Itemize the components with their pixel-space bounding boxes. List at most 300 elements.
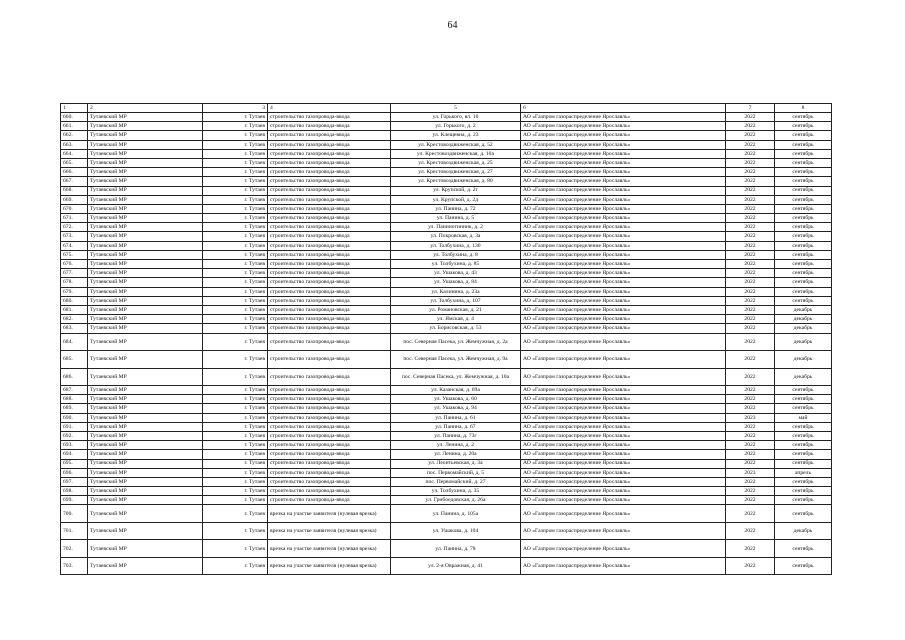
year-cell: 2022 (726, 422, 775, 431)
work-type-cell: врезка на участке заявителя (нулевая врезка) (268, 557, 391, 575)
work-type-cell: строительство газопровода-ввода (268, 250, 391, 259)
month-cell: сентябрь (775, 441, 832, 450)
city-cell: г. Тутаев (203, 186, 268, 195)
district-cell: Тутаевский МР (88, 487, 203, 496)
city-cell: г. Тутаев (203, 441, 268, 450)
work-type-cell: строительство газопровода-ввода (268, 223, 391, 232)
month-cell: сентябрь (775, 140, 832, 149)
district-cell: Тутаевский МР (88, 333, 203, 351)
district-cell: Тутаевский МР (88, 368, 203, 386)
row-number: 683. (61, 324, 88, 333)
table-header-row (61, 104, 832, 113)
city-cell: г. Тутаев (203, 496, 268, 505)
organization-cell: АО «Газпром газораспределение Ярославль» (521, 368, 726, 386)
month-cell: сентябрь (775, 204, 832, 213)
district-cell: Тутаевский МР (88, 149, 203, 158)
work-type-cell: строительство газопровода-ввода (268, 351, 391, 369)
year-cell: 2022 (726, 269, 775, 278)
work-type-cell: строительство газопровода-ввода (268, 368, 391, 386)
month-cell: сентябрь (775, 223, 832, 232)
year-cell: 2022 (726, 333, 775, 351)
row-number: 698. (61, 487, 88, 496)
district-cell: Тутаевский МР (88, 223, 203, 232)
year-cell: 2022 (726, 522, 775, 540)
work-type-cell: врезка на участке заявителя (нулевая врезка) (268, 522, 391, 540)
district-cell: Тутаевский МР (88, 496, 203, 505)
address-cell: ул. Ушакова, д. 84 (391, 278, 521, 287)
city-cell: г. Тутаев (203, 269, 268, 278)
address-cell: ул. Ямская, д. 4 (391, 315, 521, 324)
table-row (61, 477, 832, 486)
district-cell: Тутаевский МР (88, 131, 203, 140)
city-cell: г. Тутаев (203, 315, 268, 324)
city-cell: г. Тутаев (203, 468, 268, 477)
work-type-cell: строительство газопровода-ввода (268, 324, 391, 333)
address-cell: ул. Крестовоздвиженская, д. 80 (391, 177, 521, 186)
district-cell: Тутаевский МР (88, 140, 203, 149)
city-cell: г. Тутаев (203, 487, 268, 496)
city-cell: г. Тутаев (203, 122, 268, 131)
organization-cell: АО «Газпром газораспределение Ярославль» (521, 131, 726, 140)
work-type-cell: строительство газопровода-ввода (268, 477, 391, 486)
year-cell: 2022 (726, 386, 775, 395)
header-col-6: 6 (521, 104, 726, 113)
work-type-cell: строительство газопровода-ввода (268, 450, 391, 459)
organization-cell: АО «Газпром газораспределение Ярославль» (521, 540, 726, 558)
table-row (61, 505, 832, 523)
address-cell: ул. Грибоедовская, д. 26а (391, 496, 521, 505)
year-cell: 2022 (726, 368, 775, 386)
table-row (61, 305, 832, 314)
month-cell: сентябрь (775, 232, 832, 241)
work-type-cell: строительство газопровода-ввода (268, 333, 391, 351)
organization-cell: АО «Газпром газораспределение Ярославль» (521, 214, 726, 223)
district-cell: Тутаевский МР (88, 395, 203, 404)
organization-cell: АО «Газпром газораспределение Ярославль» (521, 158, 726, 167)
address-cell: ул. Горького, д. 2 (391, 122, 521, 131)
organization-cell: АО «Газпром газораспределение Ярославль» (521, 351, 726, 369)
month-cell: сентябрь (775, 450, 832, 459)
row-number: 687. (61, 386, 88, 395)
city-cell: г. Тутаев (203, 505, 268, 523)
row-number: 686. (61, 368, 88, 386)
city-cell: г. Тутаев (203, 287, 268, 296)
table-row (61, 241, 832, 250)
month-cell: сентябрь (775, 386, 832, 395)
table-row (61, 351, 832, 369)
district-cell: Тутаевский МР (88, 296, 203, 305)
table-row (61, 131, 832, 140)
work-type-cell: строительство газопровода-ввода (268, 305, 391, 314)
district-cell: Тутаевский МР (88, 422, 203, 431)
organization-cell: АО «Газпром газораспределение Ярославль» (521, 305, 726, 314)
address-cell: ул. Ленина, д. 20а (391, 450, 521, 459)
district-cell: Тутаевский МР (88, 404, 203, 413)
month-cell: сентябрь (775, 177, 832, 186)
district-cell: Тутаевский МР (88, 468, 203, 477)
table-row (61, 386, 832, 395)
year-cell: 2022 (726, 177, 775, 186)
month-cell: декабрь (775, 522, 832, 540)
organization-cell: АО «Газпром газораспределение Ярославль» (521, 505, 726, 523)
organization-cell: АО «Газпром газораспределение Ярославль» (521, 333, 726, 351)
address-cell: ул. Крупской, д. 2г (391, 186, 521, 195)
year-cell: 2022 (726, 296, 775, 305)
city-cell: г. Тутаев (203, 413, 268, 422)
district-cell: Тутаевский МР (88, 505, 203, 523)
address-cell: ул. Крупской, д. 2д (391, 195, 521, 204)
table-row (61, 149, 832, 158)
district-cell: Тутаевский МР (88, 260, 203, 269)
organization-cell: АО «Газпром газораспределение Ярославль» (521, 195, 726, 204)
work-type-cell: строительство газопровода-ввода (268, 413, 391, 422)
city-cell: г. Тутаев (203, 223, 268, 232)
work-type-cell: строительство газопровода-ввода (268, 278, 391, 287)
district-cell: Тутаевский МР (88, 287, 203, 296)
organization-cell: АО «Газпром газораспределение Ярославль» (521, 477, 726, 486)
month-cell: сентябрь (775, 287, 832, 296)
organization-cell: АО «Газпром газораспределение Ярославль» (521, 241, 726, 250)
district-cell: Тутаевский МР (88, 250, 203, 259)
work-type-cell: строительство газопровода-ввода (268, 214, 391, 223)
district-cell: Тутаевский МР (88, 232, 203, 241)
organization-cell: АО «Газпром газораспределение Ярославль» (521, 250, 726, 259)
table-row (61, 250, 832, 259)
year-cell: 2022 (726, 540, 775, 558)
work-type-cell: строительство газопровода-ввода (268, 186, 391, 195)
address-cell: ул. Панина, д. 67 (391, 422, 521, 431)
work-type-cell: строительство газопровода-ввода (268, 140, 391, 149)
organization-cell: АО «Газпром газораспределение Ярославль» (521, 168, 726, 177)
organization-cell: АО «Газпром газораспределение Ярославль» (521, 186, 726, 195)
organization-cell: АО «Газпром газораспределение Ярославль» (521, 278, 726, 287)
year-cell: 2022 (726, 131, 775, 140)
city-cell: г. Тутаев (203, 140, 268, 149)
table-row (61, 296, 832, 305)
district-cell: Тутаевский МР (88, 278, 203, 287)
table-row (61, 287, 832, 296)
organization-cell: АО «Газпром газораспределение Ярославль» (521, 324, 726, 333)
address-cell: пос. Северная Пасека, ул. Жемчужная, д. 9а (391, 351, 521, 369)
city-cell: г. Тутаев (203, 557, 268, 575)
month-cell: май (775, 413, 832, 422)
row-number: 681. (61, 305, 88, 314)
month-cell: сентябрь (775, 404, 832, 413)
row-number: 692. (61, 431, 88, 440)
year-cell: 2022 (726, 214, 775, 223)
row-number: 660. (61, 113, 88, 122)
address-cell: ул. Казанская, д. 69а (391, 386, 521, 395)
district-cell: Тутаевский МР (88, 315, 203, 324)
organization-cell: АО «Газпром газораспределение Ярославль» (521, 315, 726, 324)
work-type-cell: врезка на участке заявителя (нулевая врезка) (268, 540, 391, 558)
year-cell: 2022 (726, 204, 775, 213)
district-cell: Тутаевский МР (88, 450, 203, 459)
address-cell: ул. Панина, д. 78 (391, 540, 521, 558)
organization-cell: АО «Газпром газораспределение Ярославль» (521, 223, 726, 232)
address-cell: ул. Ленина, д. 2 (391, 441, 521, 450)
city-cell: г. Тутаев (203, 214, 268, 223)
district-cell: Тутаевский МР (88, 195, 203, 204)
row-number: 700. (61, 505, 88, 523)
organization-cell: АО «Газпром газораспределение Ярославль» (521, 122, 726, 131)
city-cell: г. Тутаев (203, 296, 268, 305)
organization-cell: АО «Газпром газораспределение Ярославль» (521, 413, 726, 422)
district-cell: Тутаевский МР (88, 540, 203, 558)
year-cell: 2022 (726, 324, 775, 333)
month-cell: сентябрь (775, 214, 832, 223)
organization-cell: АО «Газпром газораспределение Ярославль» (521, 487, 726, 496)
table-row (61, 204, 832, 213)
address-cell: ул. Панина, д. 105а (391, 505, 521, 523)
district-cell: Тутаевский МР (88, 459, 203, 468)
month-cell: декабрь (775, 324, 832, 333)
row-number: 662. (61, 131, 88, 140)
work-type-cell: строительство газопровода-ввода (268, 287, 391, 296)
district-cell: Тутаевский МР (88, 305, 203, 314)
organization-cell: АО «Газпром газораспределение Ярославль» (521, 422, 726, 431)
month-cell: сентябрь (775, 496, 832, 505)
organization-cell: АО «Газпром газораспределение Ярославль» (521, 557, 726, 575)
month-cell: сентябрь (775, 122, 832, 131)
table-row (61, 122, 832, 131)
year-cell: 2022 (726, 287, 775, 296)
year-cell: 2022 (726, 305, 775, 314)
city-cell: г. Тутаев (203, 324, 268, 333)
row-number: 695. (61, 459, 88, 468)
month-cell: декабрь (775, 315, 832, 324)
city-cell: г. Тутаев (203, 250, 268, 259)
organization-cell: АО «Газпром газораспределение Ярославль» (521, 269, 726, 278)
work-type-cell: строительство газопровода-ввода (268, 122, 391, 131)
city-cell: г. Тутаев (203, 450, 268, 459)
work-type-cell: строительство газопровода-ввода (268, 232, 391, 241)
row-number: 666. (61, 168, 88, 177)
year-cell: 2022 (726, 278, 775, 287)
address-cell: ул. Ушакова, д. 43 (391, 269, 521, 278)
address-cell: ул. Толбухина, д. 107 (391, 296, 521, 305)
work-type-cell: строительство газопровода-ввода (268, 168, 391, 177)
table-row (61, 459, 832, 468)
district-cell: Тутаевский МР (88, 241, 203, 250)
work-type-cell: строительство газопровода-ввода (268, 158, 391, 167)
year-cell: 2022 (726, 450, 775, 459)
year-cell: 2022 (726, 232, 775, 241)
row-number: 691. (61, 422, 88, 431)
table-row (61, 158, 832, 167)
organization-cell: АО «Газпром газораспределение Ярославль» (521, 431, 726, 440)
year-cell: 2022 (726, 477, 775, 486)
month-cell: сентябрь (775, 395, 832, 404)
district-cell: Тутаевский МР (88, 158, 203, 167)
district-cell: Тутаевский МР (88, 557, 203, 575)
city-cell: г. Тутаев (203, 158, 268, 167)
row-number: 673. (61, 232, 88, 241)
year-cell: 2022 (726, 496, 775, 505)
row-number: 693. (61, 441, 88, 450)
work-type-cell: строительство газопровода-ввода (268, 468, 391, 477)
city-cell: г. Тутаев (203, 522, 268, 540)
header-col-4: 4 (268, 104, 391, 113)
month-cell: декабрь (775, 333, 832, 351)
district-cell: Тутаевский МР (88, 413, 203, 422)
month-cell: сентябрь (775, 296, 832, 305)
organization-cell: АО «Газпром газораспределение Ярославль» (521, 204, 726, 213)
organization-cell: АО «Газпром газораспределение Ярославль» (521, 149, 726, 158)
page-number: 64 (447, 20, 458, 31)
organization-cell: АО «Газпром газораспределение Ярославль» (521, 260, 726, 269)
month-cell: сентябрь (775, 487, 832, 496)
city-cell: г. Тутаев (203, 422, 268, 431)
work-type-cell: строительство газопровода-ввода (268, 315, 391, 324)
table-row (61, 223, 832, 232)
row-number: 694. (61, 450, 88, 459)
table-row (61, 487, 832, 496)
table-row (61, 468, 832, 477)
address-cell: ул. Толбухина, д. 85 (391, 260, 521, 269)
work-type-cell: строительство газопровода-ввода (268, 431, 391, 440)
address-cell: ул. Толбухина, д. 8 (391, 250, 521, 259)
month-cell: сентябрь (775, 149, 832, 158)
address-cell: ул. Горького, вл. 10 (391, 113, 521, 122)
organization-cell: АО «Газпром газораспределение Ярославль» (521, 140, 726, 149)
district-cell: Тутаевский МР (88, 177, 203, 186)
row-number: 682. (61, 315, 88, 324)
year-cell: 2022 (726, 250, 775, 259)
data-table-wrapper (60, 103, 812, 575)
year-cell: 2022 (726, 140, 775, 149)
city-cell: г. Тутаев (203, 232, 268, 241)
month-cell: сентябрь (775, 278, 832, 287)
month-cell: сентябрь (775, 269, 832, 278)
city-cell: г. Тутаев (203, 131, 268, 140)
work-type-cell: строительство газопровода-ввода (268, 441, 391, 450)
year-cell: 2022 (726, 223, 775, 232)
row-number: 677. (61, 269, 88, 278)
work-type-cell: строительство газопровода-ввода (268, 269, 391, 278)
district-cell: Тутаевский МР (88, 522, 203, 540)
row-number: 689. (61, 404, 88, 413)
table-row (61, 557, 832, 575)
address-cell: ул. Покровская, д. 3а (391, 232, 521, 241)
district-cell: Тутаевский МР (88, 168, 203, 177)
month-cell: сентябрь (775, 241, 832, 250)
address-cell: ул. Леонтьевская, д. 3а (391, 459, 521, 468)
organization-cell: АО «Газпром газораспределение Ярославль» (521, 395, 726, 404)
city-cell: г. Тутаев (203, 177, 268, 186)
city-cell: г. Тутаев (203, 351, 268, 369)
address-cell: пос. Первомайский, д. 27 (391, 477, 521, 486)
work-type-cell: строительство газопровода-ввода (268, 496, 391, 505)
month-cell: сентябрь (775, 186, 832, 195)
year-cell: 2022 (726, 195, 775, 204)
city-cell: г. Тутаев (203, 260, 268, 269)
row-number: 670. (61, 204, 88, 213)
organization-cell: АО «Газпром газораспределение Ярославль» (521, 459, 726, 468)
table-row (61, 168, 832, 177)
city-cell: г. Тутаев (203, 459, 268, 468)
month-cell: декабрь (775, 368, 832, 386)
row-number: 684. (61, 333, 88, 351)
district-cell: Тутаевский МР (88, 431, 203, 440)
year-cell: 2022 (726, 260, 775, 269)
city-cell: г. Тутаев (203, 404, 268, 413)
district-cell: Тутаевский МР (88, 441, 203, 450)
address-cell: ул. Толбухина, д. 35 (391, 487, 521, 496)
city-cell: г. Тутаев (203, 368, 268, 386)
row-number: 696. (61, 468, 88, 477)
city-cell: г. Тутаев (203, 278, 268, 287)
row-number: 701. (61, 522, 88, 540)
address-cell: ул. Ушакова, д. 104 (391, 522, 521, 540)
table-row (61, 315, 832, 324)
month-cell: сентябрь (775, 459, 832, 468)
address-cell: ул. Крестовоздвиженская, д. 27 (391, 168, 521, 177)
month-cell: сентябрь (775, 540, 832, 558)
work-type-cell: строительство газопровода-ввода (268, 422, 391, 431)
year-cell: 2022 (726, 351, 775, 369)
year-cell: 2022 (726, 459, 775, 468)
table-row (61, 431, 832, 440)
table-row (61, 422, 832, 431)
table-row (61, 404, 832, 413)
work-type-cell: врезка на участке заявителя (нулевая врезка) (268, 505, 391, 523)
table-row (61, 195, 832, 204)
row-number: 690. (61, 413, 88, 422)
table-row (61, 186, 832, 195)
city-cell: г. Тутаев (203, 241, 268, 250)
header-col-2: 2 (88, 104, 203, 113)
year-cell: 2022 (726, 168, 775, 177)
month-cell: сентябрь (775, 505, 832, 523)
row-number: 669. (61, 195, 88, 204)
district-cell: Тутаевский МР (88, 204, 203, 213)
month-cell: сентябрь (775, 477, 832, 486)
district-cell: Тутаевский МР (88, 122, 203, 131)
city-cell: г. Тутаев (203, 540, 268, 558)
city-cell: г. Тутаев (203, 168, 268, 177)
organization-cell: АО «Газпром газораспределение Ярославль» (521, 496, 726, 505)
address-cell: ул. Крестовоздвиженская, д. 25 (391, 158, 521, 167)
city-cell: г. Тутаев (203, 386, 268, 395)
organization-cell: АО «Газпром газораспределение Ярославль» (521, 468, 726, 477)
table-row (61, 333, 832, 351)
header-col-3: 3 (203, 104, 268, 113)
row-number: 663. (61, 140, 88, 149)
table-row (61, 269, 832, 278)
address-cell: ул. Крестовоздвиженская, д. 10а (391, 149, 521, 158)
row-number: 675. (61, 250, 88, 259)
address-cell: ул. Панина, д. 61 (391, 413, 521, 422)
year-cell: 2022 (726, 557, 775, 575)
district-cell: Тутаевский МР (88, 477, 203, 486)
address-cell: ул. Калинина, д. 23а (391, 287, 521, 296)
table-row (61, 113, 832, 122)
address-cell: ул. Борисовская, д. 53 (391, 324, 521, 333)
row-number: 688. (61, 395, 88, 404)
address-cell: ул. Крестовоздвиженская, д. 52 (391, 140, 521, 149)
row-number: 661. (61, 122, 88, 131)
district-cell: Тутаевский МР (88, 214, 203, 223)
header-col-5: 5 (391, 104, 521, 113)
work-type-cell: строительство газопровода-ввода (268, 260, 391, 269)
work-type-cell: строительство газопровода-ввода (268, 296, 391, 305)
year-cell: 2022 (726, 113, 775, 122)
organization-cell: АО «Газпром газораспределение Ярославль» (521, 386, 726, 395)
district-cell: Тутаевский МР (88, 113, 203, 122)
address-cell: ул. 2-я Овражная, д. 41 (391, 557, 521, 575)
table-row (61, 441, 832, 450)
